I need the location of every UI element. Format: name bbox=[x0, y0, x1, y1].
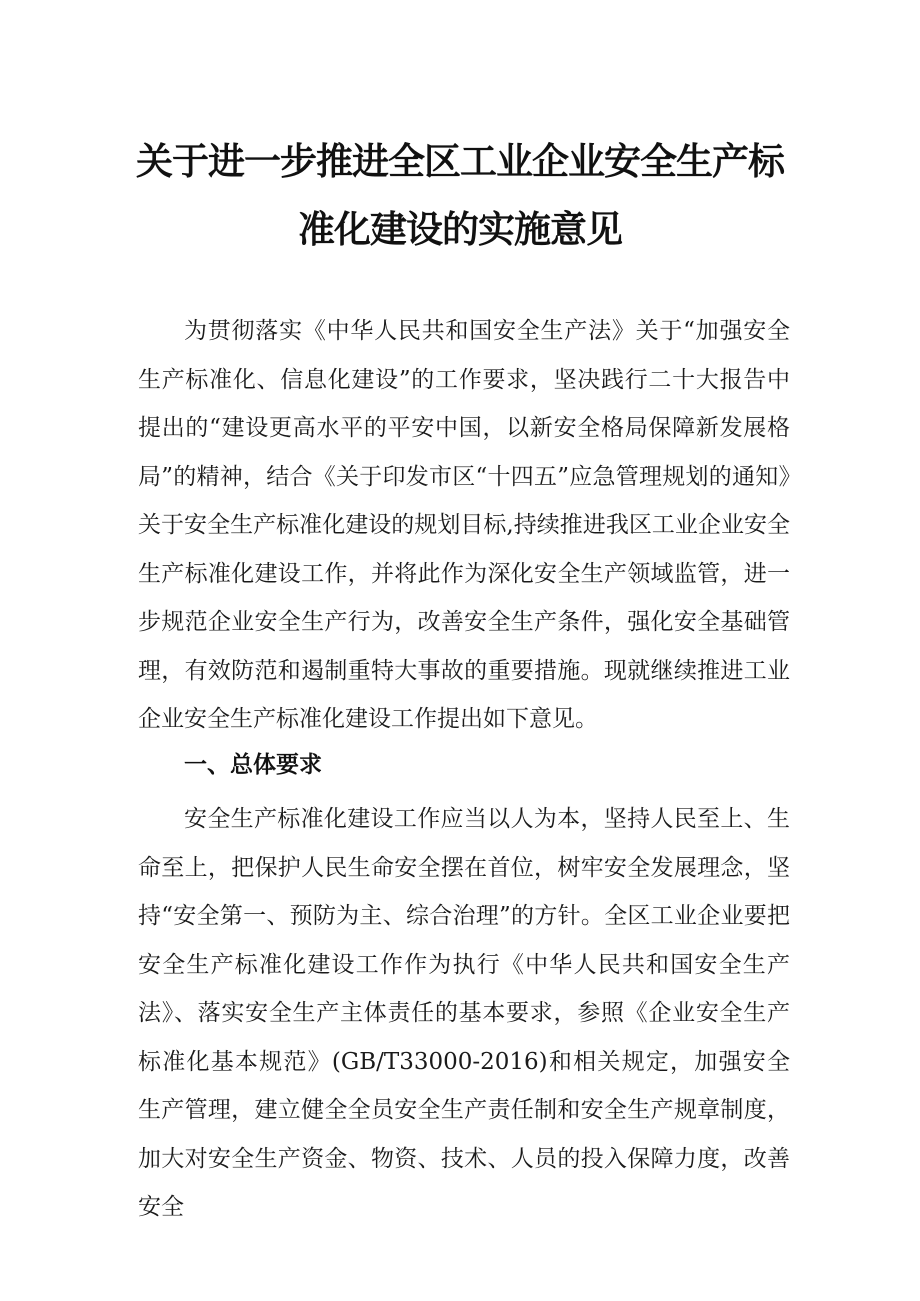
section-heading-general-requirements: 一、总体要求 bbox=[184, 752, 322, 778]
paragraph-intro: 为贯彻落实《中华人民共和国安全生产法》关于“加强安全生产标准化、信息化建设”的工作要求，坚决践行二十大报告中提出的“建设更高水平的平安中国，以新安全格局保障新发展格局”的精神，结合《关于印发市区“十四五”应急管理规划的通知》关于安全生产标准化建设的规划目标,持续推进我区工业企业安全生产标准化建设工作，并将此作为深化安全生产领域监管，进一步规范企业安全生产行为，改善安全生产条件，强化安全基础管理，有效防范和遏制重特大事故的重要措施。现就继续推进工业企业安全生产标准化建设工作提出如下意见。 bbox=[138, 318, 790, 732]
document-title-line-1: 关于进一步推进全区工业企业安全生产标 bbox=[136, 140, 784, 183]
paragraph-general-requirements: 安全生产标准化建设工作应当以人为本，坚持人民至上、生命至上，把保护人民生命安全摆在首位，树牢安全发展理念，坚持“安全第一、预防为主、综合治理”的方针。全区工业企业要把安全生产标准化建设工作作为执行《中华人民共和国安全生产法》、落实安全生产主体责任的基本要求，参照《企业安全生产标准化基本规范》(GB/T33000-2016)和相关规定，加强安全生产管理，建立健全全员安全生产责任制和安全生产规章制度，加大对安全生产资金、物资、技术、人员的投入保障力度，改善安全 bbox=[138, 806, 790, 1220]
document-title-line-2: 准化建设的实施意见 bbox=[298, 208, 622, 251]
